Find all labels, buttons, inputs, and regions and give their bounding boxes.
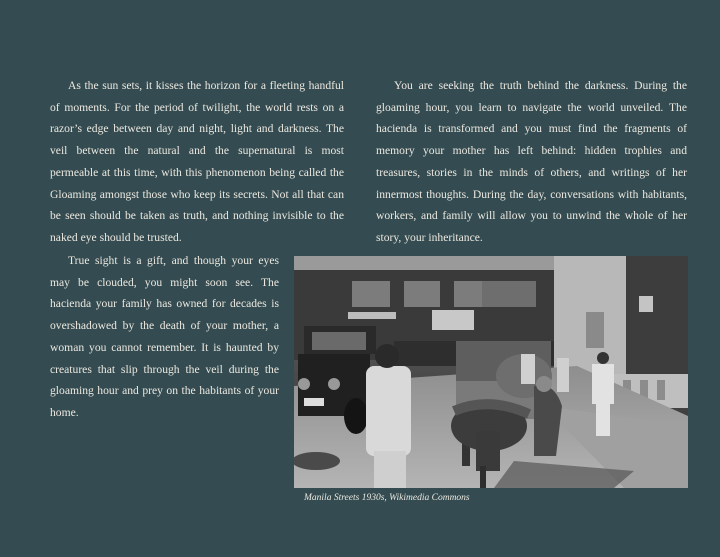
photo-caption: Manila Streets 1930s, Wikimedia Commons <box>304 493 470 503</box>
photo-illustration <box>294 256 688 488</box>
intro-paragraph: As the sun sets, it kisses the horizon for a fleeting handful of moments. For the period of twilight, the world rests on a razor’s edge between day and night, light and darkness. The veil between the natural and the supernatural is most permeable at this time, with this phenomenon being called the Gloaming amongst those who keep its secrets. Not all that can be seen should be taken as truth, and nothing invisible to the naked eye should be trusted. <box>50 79 344 244</box>
objective-paragraph: You are seeking the truth behind the darkness. During the gloaming hour, you learn to navigate the world unveiled. The hacienda is transformed and you must find the fragments of memory your mother has left behind: hidden trophies and treasures, stories in the minds of others, and writings of her innermost thoughts. During the day, conversations with habitants, workers, and family will allow you to unwind the whole of her story, your inheritance. <box>376 79 687 244</box>
manila-street-photo <box>294 256 688 488</box>
premise-paragraph: True sight is a gift, and though your eyes may be clouded, you might soon see. The hacienda your family has owned for decades is overshadowed by the death of your mother, a woman you cannot remember. It is haunted by creatures that slip through the veil during the gloaming hour and prey on the habitants of your home. <box>50 254 279 419</box>
